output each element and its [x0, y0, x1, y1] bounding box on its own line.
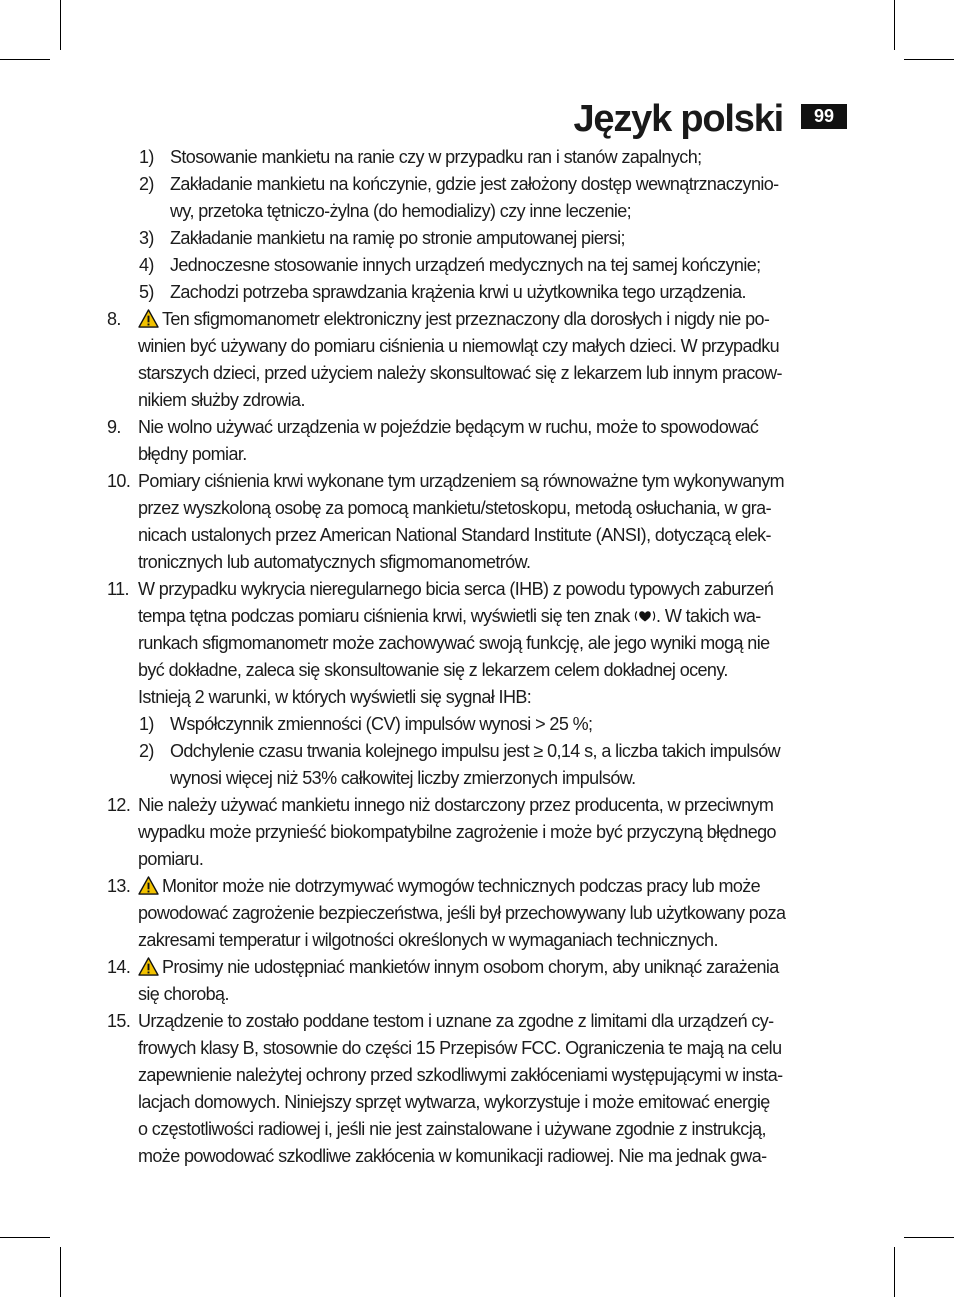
text-line: się chorobą. — [138, 984, 229, 1004]
text-line: Stosowanie mankietu na ranie czy w przypadku ran i stanów zapalnych; — [170, 147, 702, 167]
list-item-14 — [0, 954, 954, 1008]
item-number: 15. — [107, 1011, 131, 1031]
item-number: 13. — [107, 876, 131, 896]
sub-list-item — [0, 252, 954, 279]
crop-mark — [904, 1237, 954, 1238]
text-line: wynosi więcej niż 53% całkowitej liczby zmierzonych impulsów. — [170, 768, 636, 788]
text-line: Współczynnik zmienności (CV) impulsów wynosi > 25 %; — [170, 714, 593, 734]
sub-list-item — [0, 738, 954, 792]
list-item-12 — [0, 792, 954, 873]
warning-icon — [138, 876, 159, 895]
warning-icon — [138, 309, 159, 328]
text-line: nikiem służby zdrowia. — [138, 390, 305, 410]
sub-item-number: 2) — [139, 741, 154, 761]
text-line: zakresami temperatur i wilgotności określonych w wymaganiach technicznych. — [138, 930, 718, 950]
text-line: Nie wolno używać urządzenia w pojeździe będącym w ruchu, może to spowodować — [138, 417, 759, 437]
crop-mark — [0, 1237, 50, 1238]
item-number: 9. — [107, 417, 121, 437]
text-line: błędny pomiar. — [138, 444, 247, 464]
text-line: . W takich wa- — [656, 606, 761, 626]
text-line: Nie należy używać mankietu innego niż dostarczony przez producenta, w przeciwnym — [138, 795, 774, 815]
text-line: runkach sfigmomanometr może zachowywać swoją funkcję, ale jego wyniki mogą nie — [138, 633, 770, 653]
sub-list-item — [0, 225, 954, 252]
list-item-13 — [0, 873, 954, 954]
list-item-9 — [0, 414, 954, 468]
text-line: nicach ustalonych przez American National Standard Institute (ANSI), dotyczącą elek- — [138, 525, 771, 545]
document-body — [0, 144, 954, 1170]
text-line: tronicznych lub automatycznych sfigmomanometrów. — [138, 552, 531, 572]
item-number: 10. — [107, 471, 131, 491]
text-line: Odchylenie czasu trwania kolejnego impulsu jest ≥ 0,14 s, a liczba takich impulsów — [170, 741, 780, 761]
text-line: Zakładanie mankietu na kończynie, gdzie jest założony dostęp wewnątrznaczynio- — [170, 174, 779, 194]
text-line: Zachodzi potrzeba sprawdzania krążenia krwi u użytkownika tego urządzenia. — [170, 282, 746, 302]
text-line: lacjach domowych. Niniejszy sprzęt wytwarza, wykorzystuje i może emitować energię — [138, 1092, 770, 1112]
text-line: winien być używany do pomiaru ciśnienia u niemowląt czy małych dzieci. W przypadku — [138, 336, 780, 356]
sub-item-number: 3) — [139, 228, 154, 248]
text-line: Zakładanie mankietu na ramię po stronie amputowanej piersi; — [170, 228, 625, 248]
sub-item-number: 5) — [139, 282, 154, 302]
text-line: przez wyszkoloną osobę za pomocą mankietu/stetoskopu, metodą osłuchania, w gra- — [138, 498, 771, 518]
crop-mark — [894, 1247, 895, 1297]
text-line: Monitor może nie dotrzymywać wymogów technicznych podczas pracy lub może — [162, 876, 761, 896]
list-item-15 — [0, 1008, 954, 1170]
sub-list-item — [0, 279, 954, 306]
page-number-badge: 99 — [801, 104, 847, 129]
text-line: Ten sfigmomanometr elektroniczny jest przeznaczony dla dorosłych i nigdy nie po- — [162, 309, 770, 329]
item-number: 14. — [107, 957, 131, 977]
sub-item-number: 1) — [139, 714, 154, 734]
text-line: Urządzenie to zostało poddane testom i uznane za zgodne z limitami dla urządzeń cy- — [138, 1011, 774, 1031]
crop-mark — [60, 0, 61, 50]
text-line: wypadku może przynieść biokompatybilne zagrożenie i może być przyczyną błędnego — [138, 822, 776, 842]
text-line: Pomiary ciśnienia krwi wykonane tym urządzeniem są równoważne tym wykonywanym — [138, 471, 785, 491]
text-line: W przypadku wykrycia nieregularnego bicia serca (IHB) z powodu typowych zaburzeń — [138, 579, 774, 599]
text-line: o częstotliwości radiowej i, jeśli nie jest zainstalowane i używane zgodnie z instrukcją, — [138, 1119, 766, 1139]
crop-mark — [894, 0, 895, 50]
text-line: Prosimy nie udostępniać mankietów innym osobom chorym, aby uniknąć zarażenia — [162, 957, 779, 977]
text-line: Istnieją 2 warunki, w których wyświetli się sygnał IHB: — [138, 687, 532, 707]
text-line: zapewnienie należytej ochrony przed szkodliwymi zakłóceniami występującymi w insta- — [138, 1065, 783, 1085]
page-title: Język polski — [573, 98, 783, 140]
sub-item-number: 1) — [139, 147, 154, 167]
text-line: starszych dzieci, przed użyciem należy skonsultować się z lekarzem lub innym pracow- — [138, 363, 782, 383]
sub-item-number: 2) — [139, 174, 154, 194]
page-header — [574, 98, 848, 140]
sub-item-number: 4) — [139, 255, 154, 275]
text-line: może powodować szkodliwe zakłócenia w komunikacji radiowej. Nie ma jednak gwa- — [138, 1146, 767, 1166]
item-number: 8. — [107, 309, 121, 329]
item-number: 12. — [107, 795, 131, 815]
text-line: frowych klasy B, stosownie do części 15 Przepisów FCC. Ograniczenia te mają na celu — [138, 1038, 782, 1058]
text-line: Jednoczesne stosowanie innych urządzeń medycznych na tej samej kończynie; — [170, 255, 761, 275]
text-line: pomiaru. — [138, 849, 204, 869]
sub-list-item — [0, 144, 954, 171]
sub-list-item — [0, 171, 954, 225]
text-line: tempa tętna podczas pomiaru ciśnienia krwi, wyświetli się ten znak — [138, 606, 635, 626]
list-item-10 — [0, 468, 954, 576]
sub-list-item — [0, 711, 954, 738]
text-line: powodować zagrożenie bezpieczeństwa, jeśli był przechowywany lub użytkowany poza — [138, 903, 786, 923]
list-item-11 — [0, 576, 954, 711]
list-item-8 — [0, 306, 954, 414]
item-number: 11. — [107, 579, 129, 599]
crop-mark — [60, 1247, 61, 1297]
crop-mark — [904, 59, 954, 60]
text-line: wy, przetoka tętniczo-żylna (do hemodializy) czy inne leczenie; — [170, 201, 632, 221]
text-line: być dokładne, zaleca się skonsultowanie się z lekarzem celem dokładnej oceny. — [138, 660, 728, 680]
warning-icon — [138, 957, 159, 976]
ihb-heart-icon — [634, 608, 656, 624]
crop-mark — [0, 59, 50, 60]
